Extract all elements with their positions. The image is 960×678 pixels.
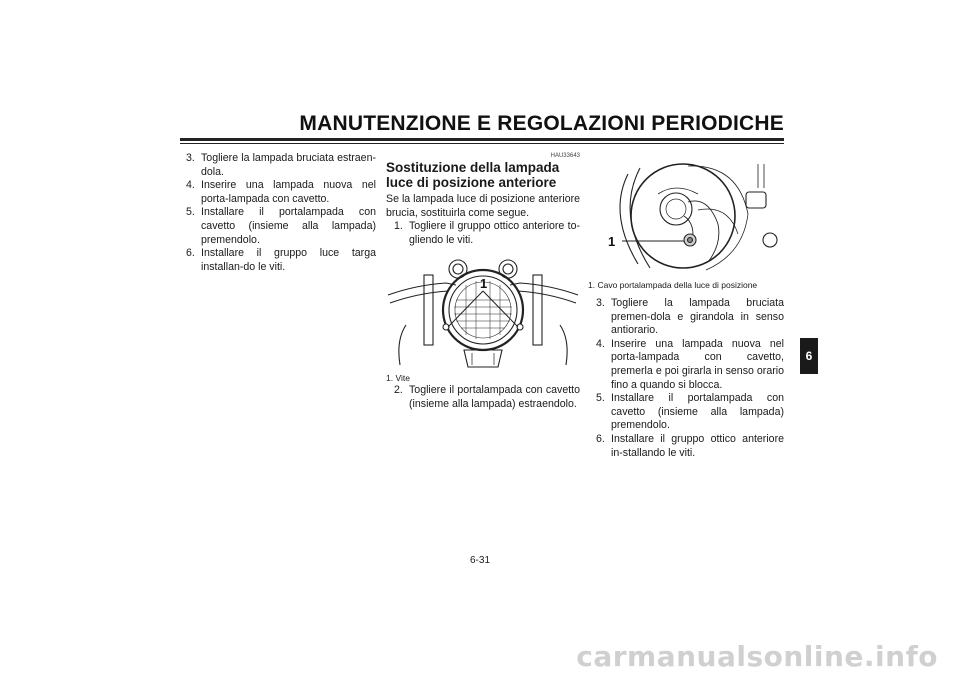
section-code: HAU33643 [550,153,580,159]
list-item [178,152,376,179]
step-list-right [588,297,784,460]
step-text: Installare il gruppo ottico anteriore in-stallando le viti. [611,432,784,459]
chapter-tab: 6 [800,338,818,374]
header-rule-thin [180,143,784,144]
step-list-left [178,152,376,274]
step-text: Installare il portalampada con cavetto (insieme alla lampada) premendolo. [201,206,376,246]
step-number: 3. [596,297,605,309]
step-text: Togliere il gruppo ottico anteriore to-gliendo le viti. [409,220,580,246]
figure-callout: 1 [480,276,488,292]
list-item [588,297,784,338]
figure-caption: 1. Vite [386,373,410,384]
step-number: 4. [186,179,195,192]
bulb-holder-illustration [588,154,784,276]
step-text: Togliere la lampada bruciata estraen-dola. [201,152,376,178]
list-item [386,384,580,411]
bulb-holder-figure [588,154,784,276]
figure-caption: 1. Cavo portalampada della luce di posizione [588,280,758,290]
section-heading: Sostituzione della lampada luce di posizione anteriore [386,160,560,190]
step-list-middle-b [386,384,580,411]
step-text: Inserire una lampada nuova nel porta-lampada con cavetto. [201,179,376,205]
list-item [386,220,580,247]
step-text: Togliere la lampada bruciata premen-dola e girandola in senso antiorario. [611,297,784,337]
step-number: 6. [596,432,605,445]
step-text: Togliere il portalampada con cavetto (insieme alla lampada) estraendolo. [409,384,580,410]
figure-callout: 1 [608,234,616,249]
step-number: 5. [186,206,195,219]
step-number: 2. [394,384,403,397]
step-number: 4. [596,337,605,350]
step-text: Inserire una lampada nuova nel porta-lampada con cavetto, premerla e poi girarla in senso orario fino a quando si blocca. [611,337,784,391]
list-item [588,392,784,433]
list-item [178,206,376,247]
watermark: carmanualsonline.info [576,640,938,673]
step-list-middle-a [386,220,580,247]
column-middle [386,152,580,412]
list-item [178,247,376,274]
column-left [178,152,376,274]
list-item [588,433,784,460]
headlight-figure [386,255,580,370]
header-rule-thick [180,138,784,141]
step-number: 3. [186,152,195,164]
headlight-illustration [386,255,580,370]
step-number: 1. [394,220,403,233]
list-item [178,179,376,206]
page-title: MANUTENZIONE E REGOLAZIONI PERIODICHE [299,112,784,135]
column-right [588,152,784,460]
page-header [180,112,784,136]
step-text: Installare il gruppo luce targa installan-do le viti. [201,247,376,273]
page-number: 6-31 [469,555,490,566]
step-number: 6. [186,247,195,260]
step-text: Installare il portalampada con cavetto (insieme alla lampada) premendolo. [611,392,784,432]
list-item [588,338,784,392]
intro-paragraph: Se la lampada luce di posizione anteriore brucia, sostituirla come segue. [386,193,580,219]
step-number: 5. [596,392,605,405]
